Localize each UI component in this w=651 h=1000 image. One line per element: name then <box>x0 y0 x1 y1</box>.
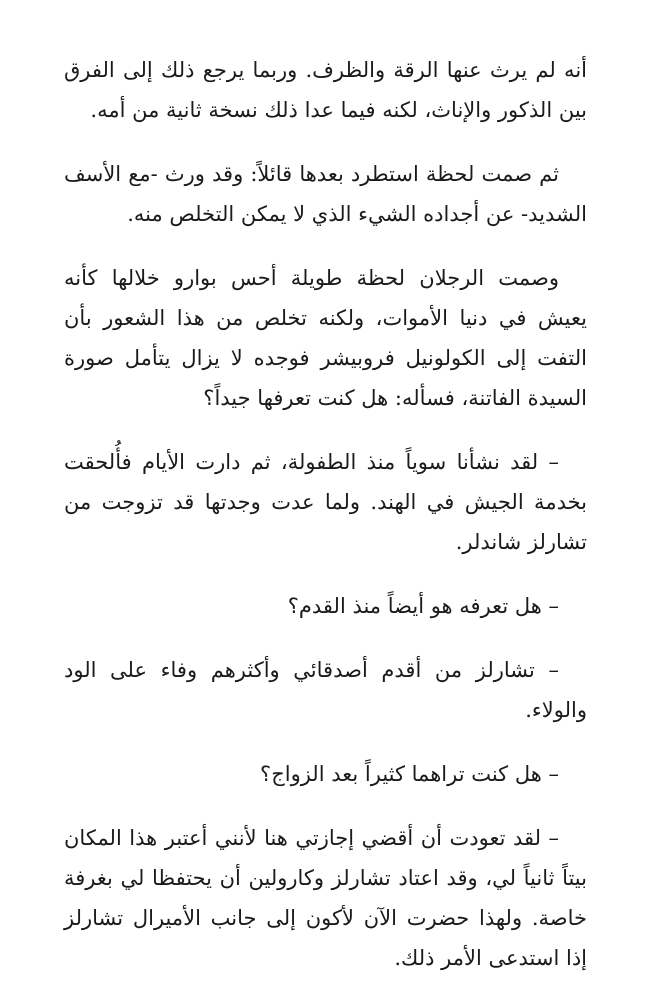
paragraph-3: وصمت الرجلان لحظة طويلة أحس بوارو خلالها كأنه يعيش في دنيا الأموات، ولكنه تخلص من هذا الشعور بأن التفت إلى الكولونيل فروبيشر فوجده لا يزال يتأمل صورة السيدة الفاتنة، فسأله: هل كنت تعرفها جيداً؟ <box>64 266 587 410</box>
paragraph-2: ثم صمت لحظة استطرد بعدها قائلاً: وقد ورث -مع الأسف الشديد- عن أجداده الشيء الذي لا يمكن التخلص منه. <box>64 162 587 226</box>
paragraph-7: – هل كنت تراهما كثيراً بعد الزواج؟ <box>260 762 559 786</box>
paragraph-4: – لقد نشأنا سوياً منذ الطفولة، ثم دارت الأيام فأُلحقت بخدمة الجيش في الهند. ولما عدت وجدتها قد تزوجت من تشارلز شاندلر. <box>64 450 587 554</box>
paragraph-8: – لقد تعودت أن أقضي إجازتي هنا لأنني أعتبر هذا المكان بيتاً ثانياً لي، وقد اعتاد تشارلز وكارولين أن يحتفظا لي بغرفة خاصة. ولهذا حضرت الآن لأكون إلى جانب الأميرال تشارلز إذا استدعى الأمر ذلك. <box>64 826 587 970</box>
paragraph-1: أنه لم يرث عنها الرقة والظرف. وربما يرجع ذلك إلى الفرق بين الذكور والإناث، لكنه فيما عدا ذلك نسخة ثانية من أمه. <box>64 58 587 122</box>
paragraph-5: – هل تعرفه هو أيضاً منذ القدم؟ <box>287 594 559 618</box>
paragraph-6: – تشارلز من أقدم أصدقائي وأكثرهم وفاء على الود والولاء. <box>64 658 587 722</box>
